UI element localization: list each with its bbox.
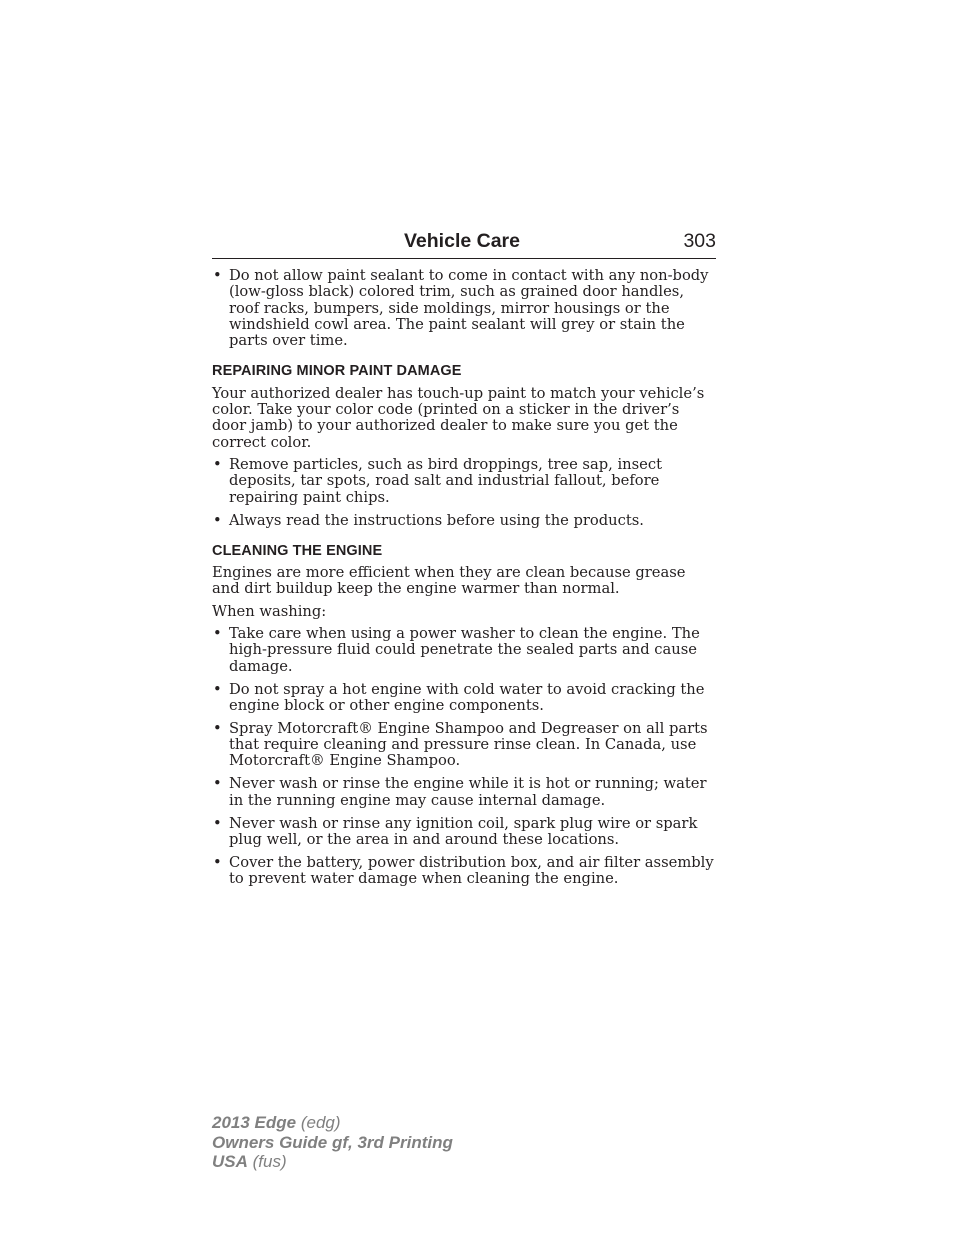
footer-region-line: [212, 1152, 453, 1172]
paragraph-when-washing: When washing:: [212, 602, 327, 620]
bullet-icon: •: [213, 625, 222, 643]
footer-guide-line: [212, 1133, 453, 1153]
paragraph-touch-up-paint: Your authorized dealer has touch-up paint to match your vehicle’s color. Take your color code (printed on a sticker in the driver’s door jamb) to your authorized dealer to make sure you get the correct color.: [212, 384, 705, 451]
list-item: [212, 457, 716, 506]
intro-bullet-list: [212, 268, 716, 349]
list-item-text: Spray Motorcraft® Engine Shampoo and Degreaser on all parts that require cleaning and pressure rinse clean. In Canada, use Motorcraft® Engine Shampoo.: [229, 719, 708, 770]
heading-cleaning-engine: CLEANING THE ENGINE: [212, 542, 383, 559]
bullet-icon: •: [213, 680, 222, 698]
list-item: [212, 776, 716, 809]
page-number: 303: [683, 230, 716, 252]
bullet-icon: •: [213, 511, 222, 529]
list-item: [212, 268, 716, 349]
footer-region: USA: [212, 1152, 248, 1171]
bullet-icon: •: [213, 814, 222, 832]
page-content: [212, 268, 716, 894]
bullet-icon: •: [213, 719, 222, 737]
list-item-text: Cover the battery, power distribution box, and air filter assembly to prevent water damage when cleaning the engine.: [229, 854, 714, 888]
document-footer: [212, 1113, 453, 1172]
footer-region-code: (fus): [247, 1152, 287, 1171]
footer-model: 2013 Edge: [212, 1113, 297, 1132]
list-item: [212, 513, 716, 529]
paragraph-engine-efficiency: Engines are more efficient when they are clean because grease and dirt buildup keep the engine warmer than normal.: [212, 564, 686, 598]
bullet-icon: •: [213, 267, 222, 284]
list-item: [212, 855, 716, 888]
list-item: [212, 721, 716, 770]
list-item: [212, 682, 716, 715]
repair-bullet-list: [212, 457, 716, 529]
list-item-text: Take care when using a power washer to clean the engine. The high-pressure fluid could penetrate the sealed parts and cause damage.: [229, 625, 700, 675]
list-item: [212, 816, 716, 849]
bullet-icon: •: [213, 775, 222, 793]
bullet-icon: •: [213, 455, 222, 473]
list-item-text: Always read the instructions before using the products.: [229, 511, 644, 529]
engine-bullet-list: [212, 626, 716, 888]
list-item-text: Do not spray a hot engine with cold water to avoid cracking the engine block or other engine components.: [229, 680, 705, 714]
page-header: [212, 228, 716, 259]
section-title: Vehicle Care: [404, 230, 520, 252]
list-item-text: Remove particles, such as bird droppings, tree sap, insect deposits, tar spots, road salt and industrial fallout, before repairing paint chips.: [229, 455, 662, 506]
footer-model-code: (edg): [296, 1113, 341, 1132]
footer-guide: Owners Guide gf, 3rd Printing: [212, 1132, 453, 1152]
heading-repairing-paint-damage: REPAIRING MINOR PAINT DAMAGE: [212, 363, 462, 380]
list-item: [212, 626, 716, 675]
list-item-text: Never wash or rinse any ignition coil, spark plug wire or spark plug well, or the area in and around these locations.: [229, 814, 698, 849]
bullet-icon: •: [213, 854, 222, 872]
footer-model-line: [212, 1113, 453, 1133]
list-item-text: Never wash or rinse the engine while it is hot or running; water in the running engine may cause internal damage.: [229, 775, 707, 809]
list-item-text: Do not allow paint sealant to come in contact with any non-body (low-gloss black) colored trim, such as grained door handles, roof racks, bumpers, side moldings, mirror housings or the windshield cowl area. The paint sealant will grey or stain the parts over time.: [229, 267, 709, 350]
